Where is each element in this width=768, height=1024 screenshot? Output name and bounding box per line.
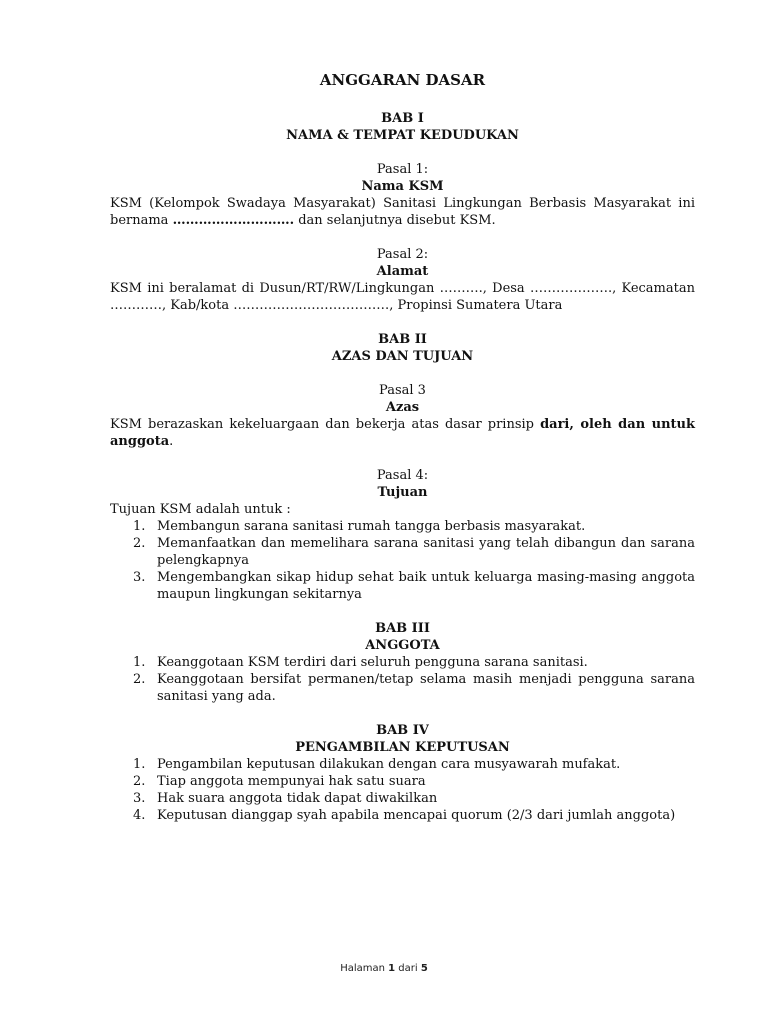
page-number: 1 [388,963,396,974]
bab2-subheading: AZAS DAN TUJUAN [331,349,474,364]
bab4-list [110,756,695,824]
bab3-list [110,654,695,705]
bab4-subheading: PENGAMBILAN KEPUTUSAN [295,740,510,755]
pasal3-heading: Pasal 3 [379,383,426,398]
document-title: ANGGARAN DASAR [319,71,486,89]
pasal2-title: Alamat [376,264,429,279]
page-total: 5 [420,963,428,974]
name-blank: ………………………. [172,213,295,228]
pasal4-intro: Tujuan KSM adalah untuk : [110,502,291,517]
pasal1-line2: bernama ………………………. dan selanjutnya disebut KSM. [110,213,496,228]
page-footer: Halaman 1 dari 5 [340,963,428,974]
bab1-subheading: NAMA & TEMPAT KEDUDUKAN [286,128,519,143]
list-item: 3. Mengembangkan sikap hidup sehat baik untuk keluarga masing-masing anggota maupun lingkungan sekitarnya [133,570,695,602]
pasal3-text: KSM berazaskan kekeluargaan dan bekerja atas dasar prinsip dari, oleh dan untuk anggota. [110,417,695,449]
list-item: 1. Pengambilan keputusan dilakukan dengan cara musyawarah mufakat. [133,757,621,772]
pasal2-text: KSM ini beralamat di Dusun/RT/RW/Lingkungan ………., Desa ………………., Kecamatan …………, Kab/kota ………………………………, Propinsi Sumatera Utara [110,281,695,313]
pasal1-title: Nama KSM [361,179,444,194]
list-item: 2. Keanggotaan bersifat permanen/tetap selama masih menjadi pengguna sarana sanitasi yang ada. [133,672,695,704]
list-item: 4. Keputusan dianggap syah apabila mencapai quorum (2/3 dari jumlah anggota) [133,808,676,823]
pasal4-heading: Pasal 4: [376,468,429,483]
pasal1-line1: KSM (Kelompok Swadaya Masyarakat) Sanitasi Lingkungan Berbasis Masyarakat ini [110,196,695,211]
pasal1-heading: Pasal 1: [376,162,429,177]
pasal3-bold-text: dari, oleh dan untuk anggota [110,417,695,449]
document-body [110,70,695,824]
pasal2-heading: Pasal 2: [376,247,429,262]
bab3-heading: BAB III [375,621,430,636]
bab3-subheading: ANGGOTA [365,638,440,653]
pasal4-title: Tujuan [377,485,428,500]
bab2-heading: BAB II [378,332,427,347]
list-item: 1. Membangun sarana sanitasi rumah tangga berbasis masyarakat. [133,519,586,534]
bab1-heading: BAB I [381,111,424,126]
pasal3-title: Azas [385,400,420,415]
list-item: 1. Keanggotaan KSM terdiri dari seluruh pengguna sarana sanitasi. [133,655,588,670]
list-item: 2. Memanfaatkan dan memelihara sarana sanitasi yang telah dibangun dan sarana pelengkapnya [133,536,695,568]
pasal4-list [110,518,695,603]
list-item: 2. Tiap anggota mempunyai hak satu suara [133,774,426,789]
bab4-heading: BAB IV [376,723,429,738]
list-item: 3. Hak suara anggota tidak dapat diwakilkan [133,791,438,806]
